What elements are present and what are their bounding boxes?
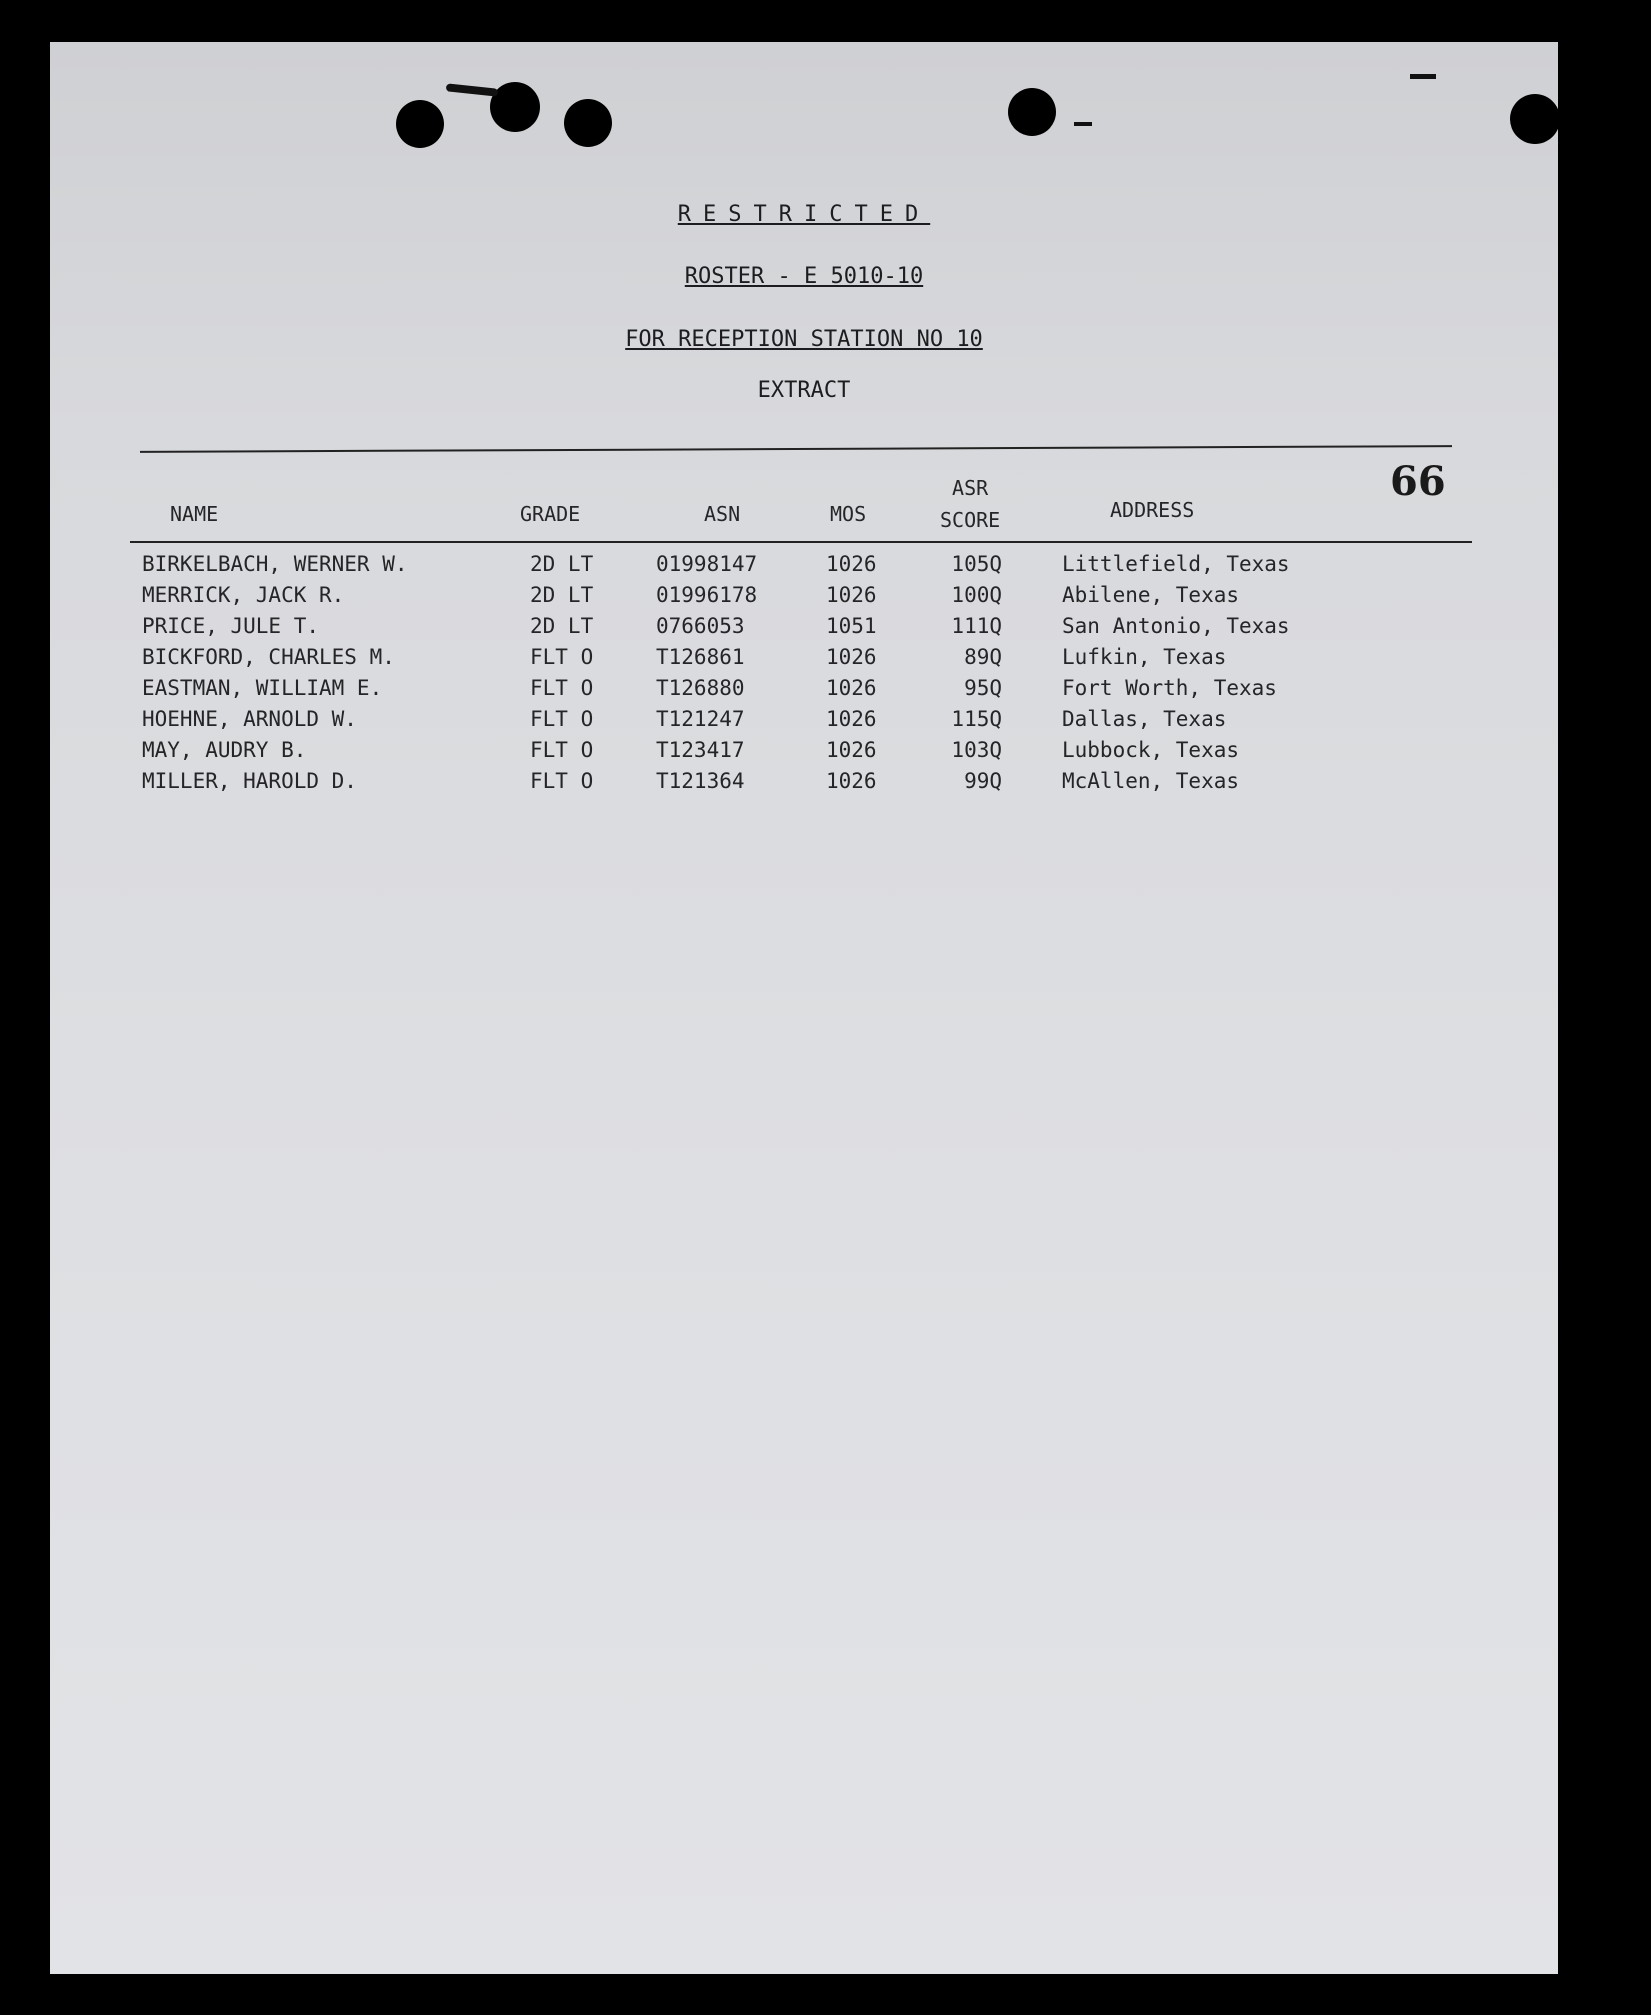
cell-asn: 01996178	[656, 583, 758, 607]
roster-title-text: ROSTER - E 5010-10	[684, 264, 924, 289]
roster-title	[50, 264, 1558, 289]
cell-grade: FLT O	[530, 645, 594, 669]
cell-grade: FLT O	[530, 707, 594, 731]
cell-score: 99Q	[964, 769, 1002, 793]
cell-score: 115Q	[951, 707, 1002, 731]
cell-address: Dallas, Texas	[1062, 707, 1227, 731]
header-address: ADDRESS	[1110, 498, 1195, 522]
classification-text: RESTRICTED	[677, 202, 931, 227]
ink-smudge	[1074, 122, 1092, 126]
cell-asn: 0766053	[656, 614, 745, 638]
cell-asn: T126861	[656, 645, 745, 669]
cell-score: 95Q	[964, 676, 1002, 700]
document-page	[50, 42, 1558, 1974]
cell-mos: 1051	[826, 614, 877, 638]
table-row	[50, 769, 1558, 800]
cell-address: Lufkin, Texas	[1062, 645, 1227, 669]
cell-mos: 1026	[826, 769, 877, 793]
cell-score: 89Q	[964, 645, 1002, 669]
cell-score: 103Q	[951, 738, 1002, 762]
cell-grade: FLT O	[530, 738, 594, 762]
header-divider	[130, 541, 1472, 543]
table-row	[50, 645, 1558, 676]
cell-name: EASTMAN, WILLIAM E.	[142, 676, 383, 700]
ink-smudge	[446, 83, 499, 96]
extract-label	[50, 378, 1558, 403]
cell-score: 111Q	[951, 614, 1002, 638]
cell-asn: T121364	[656, 769, 745, 793]
punch-hole	[564, 99, 612, 147]
cell-mos: 1026	[826, 645, 877, 669]
cell-score: 105Q	[951, 552, 1002, 576]
cell-grade: FLT O	[530, 676, 594, 700]
cell-name: BICKFORD, CHARLES M.	[142, 645, 395, 669]
table-row	[50, 707, 1558, 738]
cell-grade: 2D LT	[530, 614, 594, 638]
cell-name: MILLER, HAROLD D.	[142, 769, 357, 793]
ink-smudge	[1410, 74, 1436, 79]
header-grade: GRADE	[520, 502, 581, 526]
cell-name: MERRICK, JACK R.	[142, 583, 345, 607]
cell-name: HOEHNE, ARNOLD W.	[142, 707, 357, 731]
punch-hole	[396, 100, 444, 148]
table-row	[50, 583, 1558, 614]
cell-mos: 1026	[826, 707, 877, 731]
cell-score: 100Q	[951, 583, 1002, 607]
cell-name: BIRKELBACH, WERNER W.	[142, 552, 408, 576]
cell-name: PRICE, JULE T.	[142, 614, 320, 638]
cell-asn: T121247	[656, 707, 745, 731]
table-row	[50, 614, 1558, 645]
cell-address: Littlefield, Texas	[1062, 552, 1290, 576]
header-score-line2: SCORE	[940, 508, 1001, 532]
classification-heading	[50, 202, 1558, 227]
cell-grade: 2D LT	[530, 583, 594, 607]
cell-address: San Antonio, Texas	[1062, 614, 1290, 638]
cell-mos: 1026	[826, 552, 877, 576]
cell-mos: 1026	[826, 738, 877, 762]
cell-name: MAY, AUDRY B.	[142, 738, 307, 762]
cell-asn: 01998147	[656, 552, 758, 576]
header-mos: MOS	[830, 502, 867, 526]
header-name: NAME	[170, 502, 219, 526]
cell-address: McAllen, Texas	[1062, 769, 1240, 793]
extract-text: EXTRACT	[757, 378, 851, 403]
cell-mos: 1026	[826, 676, 877, 700]
cell-address: Lubbock, Texas	[1062, 738, 1240, 762]
cell-grade: FLT O	[530, 769, 594, 793]
station-title-text: FOR RECEPTION STATION NO 10	[625, 327, 983, 352]
punch-hole	[1510, 94, 1558, 144]
top-divider	[140, 445, 1452, 453]
punch-hole	[1008, 88, 1056, 136]
station-title	[50, 327, 1558, 352]
table-row	[50, 676, 1558, 707]
cell-asn: T123417	[656, 738, 745, 762]
cell-asn: T126880	[656, 676, 745, 700]
cell-mos: 1026	[826, 583, 877, 607]
cell-address: Fort Worth, Texas	[1062, 676, 1277, 700]
table-row	[50, 552, 1558, 583]
header-asn: ASN	[704, 502, 741, 526]
cell-address: Abilene, Texas	[1062, 583, 1240, 607]
cell-grade: 2D LT	[530, 552, 594, 576]
header-score	[940, 472, 1000, 536]
page-number: 66	[1390, 458, 1446, 505]
table-row	[50, 738, 1558, 769]
header-score-line1: ASR	[952, 476, 989, 500]
